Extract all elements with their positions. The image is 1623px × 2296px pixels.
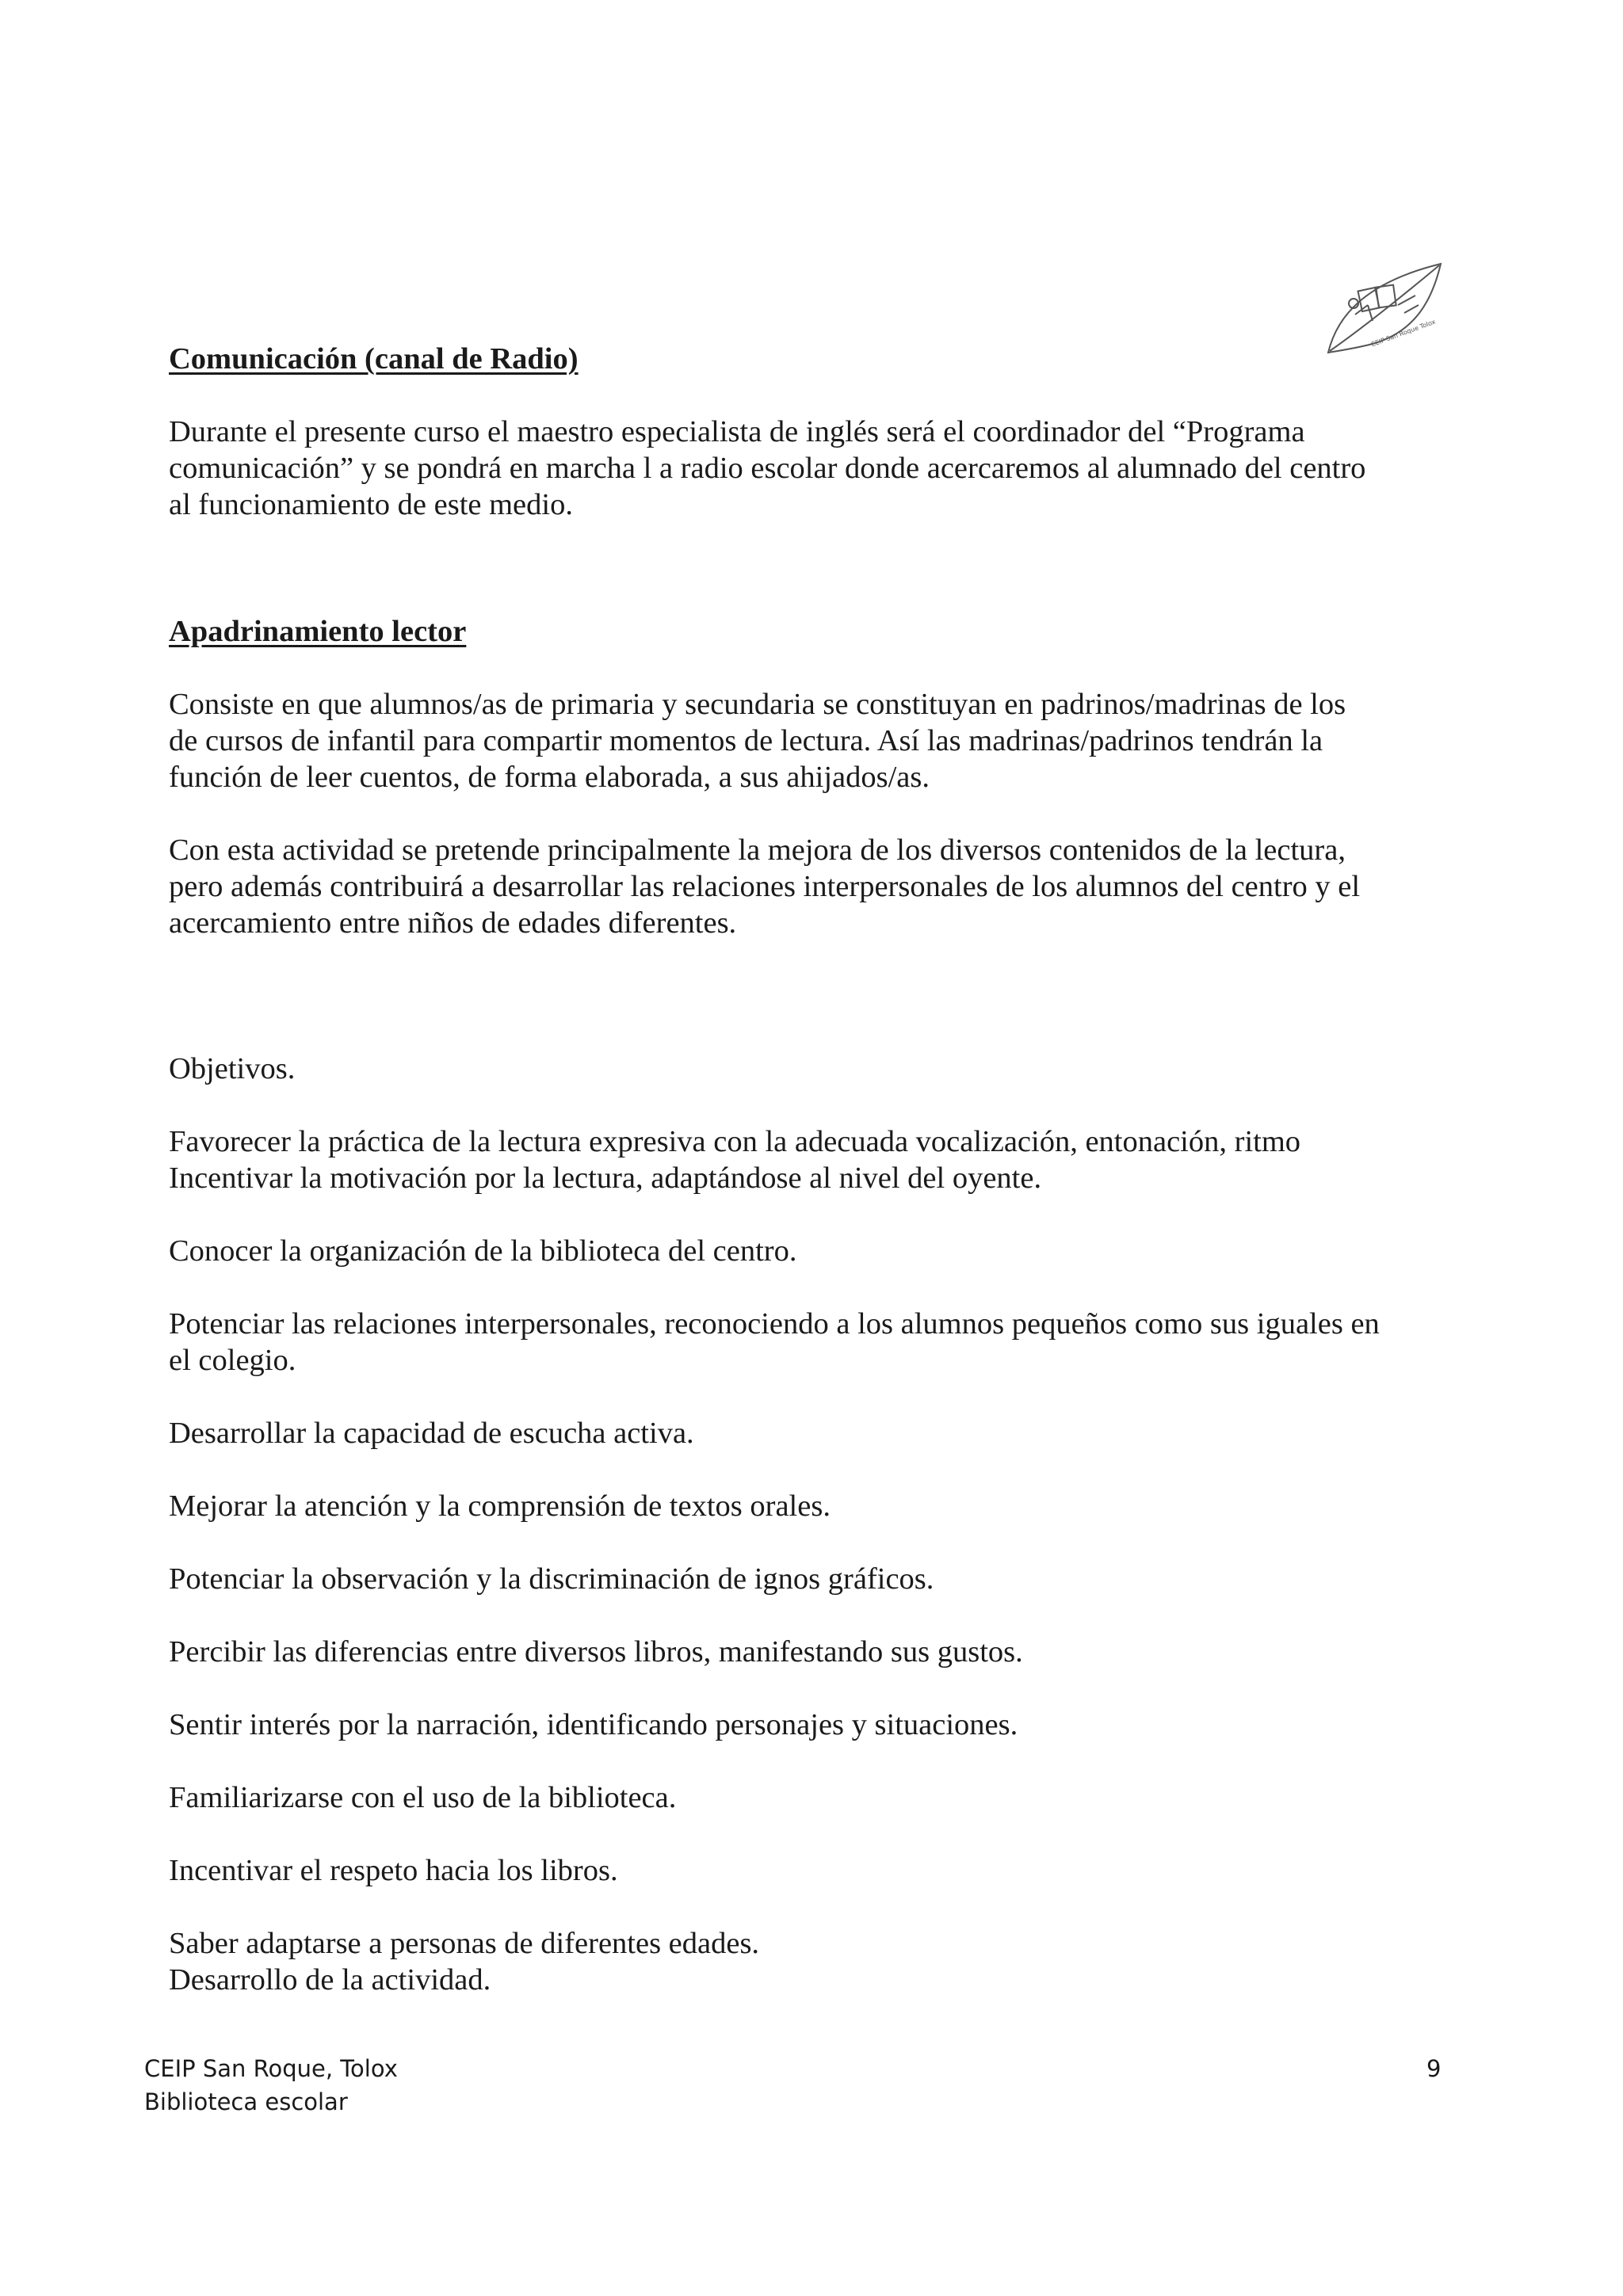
text-line: al funcionamiento de este medio. [169, 488, 573, 521]
page-footer [144, 2052, 398, 2119]
objective-item [169, 1707, 1468, 1743]
main-content [169, 341, 1468, 1998]
text-line: Con esta actividad se pretende principalmente la mejora de los diversos contenidos de la lectura, [169, 833, 1346, 867]
text-line: Saber adaptarse a personas de diferentes edades. [169, 1927, 760, 1960]
radio-paragraph [169, 414, 1468, 523]
objectives-list [169, 1123, 1468, 1998]
text-line: Incentivar la motivación por la lectura, adaptándose al nivel del oyente. [169, 1161, 1042, 1195]
apadrinamiento-paragraph-2 [169, 832, 1468, 941]
objective-item [169, 1488, 1468, 1524]
text-line: Desarrollo de la actividad. [169, 1963, 491, 1997]
section-heading-radio: Comunicación (canal de Radio) [169, 342, 579, 376]
objective-item [169, 1779, 1468, 1816]
section-heading-apadrinamiento: Apadrinamiento lector [169, 615, 467, 648]
text-line: Percibir las diferencias entre diversos libros, manifestando sus gustos. [169, 1635, 1023, 1669]
objective-item [169, 1561, 1468, 1597]
text-line: acercamiento entre niños de edades diferentes. [169, 906, 737, 940]
text-line: Favorecer la práctica de la lectura expresiva con la adecuada vocalización, entonación, ritmo [169, 1125, 1301, 1158]
text-line: Desarrollar la capacidad de escucha activa. [169, 1417, 694, 1450]
footer-library: Biblioteca escolar [144, 2088, 348, 2115]
footer-school: CEIP San Roque, Tolox [144, 2055, 398, 2082]
text-line: de cursos de infantil para compartir momentos de lectura. Así las madrinas/padrinos tendrán la [169, 724, 1323, 757]
page-number: 9 [1426, 2055, 1442, 2082]
text-line: pero además contribuirá a desarrollar las relaciones interpersonales de los alumnos del centro y el [169, 870, 1361, 903]
text-line: función de leer cuentos, de forma elaborada, a sus ahijados/as. [169, 761, 930, 794]
objective-item [169, 1306, 1468, 1379]
text-line: el colegio. [169, 1344, 296, 1377]
objective-item [169, 1852, 1468, 1889]
text-line: Familiarizarse con el uso de la biblioteca. [169, 1781, 677, 1814]
objectives-title: Objetivos. [169, 1052, 296, 1085]
objective-item [169, 1233, 1468, 1269]
objective-item [169, 1925, 1468, 1998]
apadrinamiento-paragraph-1 [169, 686, 1468, 795]
text-line: Consiste en que alumnos/as de primaria y secundaria se constituyan en padrinos/madrinas de los [169, 688, 1346, 721]
text-line: Potenciar las relaciones interpersonales, reconociendo a los alumnos pequeños como sus iguales en [169, 1307, 1380, 1341]
text-line: Conocer la organización de la biblioteca del centro. [169, 1234, 797, 1268]
text-line: comunicación” y se pondrá en marcha l a radio escolar donde acercaremos al alumnado del centro [169, 452, 1366, 485]
objective-item [169, 1123, 1468, 1196]
text-line: Durante el presente curso el maestro especialista de inglés será el coordinador del “Programa [169, 415, 1305, 448]
text-line: Mejorar la atención y la comprensión de textos orales. [169, 1489, 831, 1523]
objective-item [169, 1415, 1468, 1451]
text-line: Incentivar el respeto hacia los libros. [169, 1854, 618, 1887]
text-line: Sentir interés por la narración, identificando personajes y situaciones. [169, 1708, 1018, 1741]
logo-caption: CEIP San Roque Tolox [1369, 318, 1437, 349]
objective-item [169, 1634, 1468, 1670]
text-line: Potenciar la observación y la discriminación de ignos gráficos. [169, 1562, 934, 1596]
